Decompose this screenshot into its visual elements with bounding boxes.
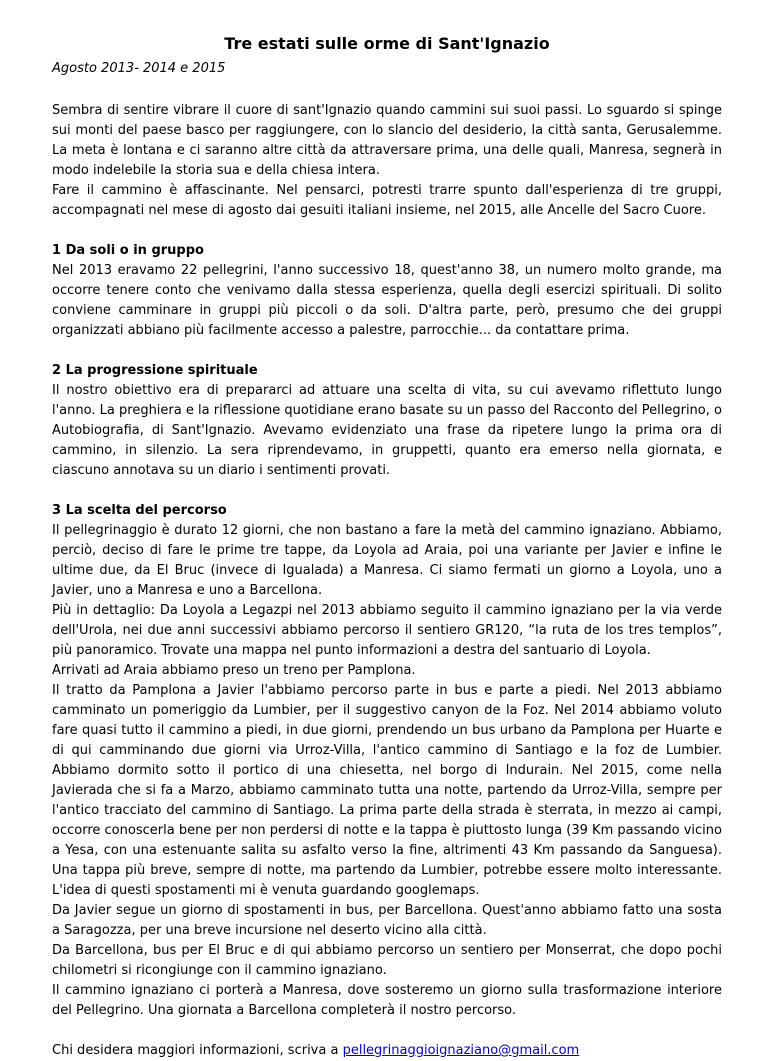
- section-text: Il pellegrinaggio è durato 12 giorni, che non bastano a fare la metà del cammino ignaziano. Abbiamo, perciò, deciso di fare le prime tre tappe, da Loyola ad Araia, poi una variante per Javier e infine le ultime due, da El Bruc (invece di Igualada) a Manresa. Ci siamo fermati un giorno a Loyola, uno a Javier, uno a Manresa e uno a Barcellona. Più in dettaglio: Da Loyola a Legazpi nel 2013 abbiamo seguito il cammino ignaziano per la via verde dell'Urola, nei due anni successivi abbiamo percorso il sentiero GR120, “la ruta de los tres templos”, più panoramico. Trovate una mappa nel punto informazioni a destra del santuario di Loyola. Arrivati ad Araia abbiamo preso un treno per Pamplona. Il tratto da Pamplona a Javier l'abbiamo percorso parte in bus e parte a piedi. Nel 2013 abbiamo camminato un pomeriggio da Lumbier, per il suggestivo canyon de la Foz. Nel 2014 abbiamo voluto fare quasi tutto il cammino a piedi, in due giorni, prendendo un bus urbano da Pamplona per Huarte e di qui camminando due giorni via Urroz-Villa, l'antico cammino di Santiago e la foz de Lumbier. Abbiamo dormito sotto il portico di una chiesetta, nel borgo di Indurain. Nel 2015, come nella Javierada che si fa a Marzo, abbiamo camminato tutta una notte, partendo da Urroz-Villa, sempre per l'antico tracciato del cammino di Santiago. La prima parte della strada è sterrata, in mezzo ai campi, occorre conoscerla bene per non perdersi di notte e la tappa è piuttosto lunga (39 Km passando vicino a Yesa, con una estenuante salita su asfalto verso la fine, altrimenti 43 Km passando da Sanguesa). Una tappa più breve, sempre di notte, ma partendo da Lumbier, potrebbe essere molto interessante. L'idea di questi spostamenti mi è venuta guardando googlemaps. Da Javier segue un giorno di spostamenti in bus, per Barcellona. Quest'anno abbiamo fatto una sosta a Saragozza, per una breve incursione nel deserto vicino alla città. Da Barcellona, bus per El Bruc e di qui abbiamo percorso un sentiero per Monserrat, che dopo pochi chilometri si ricongiunge con il cammino ignaziano. Il cammino ignaziano ci porterà a Manresa, dove sosteremo un giorno sulla trasformazione interiore del Pellegrino. Una giornata a Barcellona completerà il nostro percorso.: [52, 523, 722, 1018]
- section-1: [52, 241, 722, 341]
- section-heading: 2 La progressione spirituale: [52, 363, 258, 378]
- intro-section: [52, 101, 722, 221]
- contact-line: [52, 1041, 722, 1061]
- email-link[interactable]: pellegrinaggioignaziano@gmail.com: [342, 1043, 580, 1058]
- document-page: [52, 33, 722, 1061]
- document-dates: Agosto 2013- 2014 e 2015: [52, 61, 226, 76]
- section-3: [52, 501, 722, 1021]
- contact-text: Chi desidera maggiori informazioni, scriva a: [52, 1043, 343, 1058]
- intro-paragraph: Sembra di sentire vibrare il cuore di sant'Ignazio quando cammini sui suoi passi. Lo sguardo si spinge sui monti del paese basco per raggiungere, con lo slancio del desiderio, la città santa, Gerusalemme. La meta è lontana e ci saranno altre città da attraversare prima, una delle quali, Manresa, segnerà in modo indelebile la storia sua e della chiesa intera. Fare il cammino è affascinante. Nel pensarci, potresti trarre spunto dall'esperienza di tre gruppi, accompagnati nel mese di agosto dai gesuiti italiani insieme, nel 2015, alle Ancelle del Sacro Cuore.: [52, 103, 722, 218]
- section-2: [52, 361, 722, 481]
- section-heading: 1 Da soli o in gruppo: [52, 243, 204, 258]
- section-heading: 3 La scelta del percorso: [52, 503, 227, 518]
- section-text: Il nostro obiettivo era di prepararci ad attuare una scelta di vita, su cui avevamo riflettuto lungo l'anno. La preghiera e la riflessione quotidiane erano basate su un passo del Racconto del Pellegrino, o Autobiografia, di Sant'Ignazio. Avevamo evidenziato una frase da ripetere lungo la prima ora di cammino, in silenzio. La sera riprendevamo, in gruppetti, quanto era emerso nella giornata, e ciascuno annotava su un diario i sentimenti provati.: [52, 383, 722, 478]
- document-title: Tre estati sulle orme di Sant'Ignazio: [224, 34, 550, 53]
- section-text: Nel 2013 eravamo 22 pellegrini, l'anno successivo 18, quest'anno 38, un numero molto grande, ma occorre tenere conto che venivamo dalla stessa esperienza, quella degli esercizi spirituali. Di solito conviene camminare in gruppi più piccoli o da soli. D'altra parte, però, presumo che dei gruppi organizzati abbiano più facilmente accesso a palestre, parrocchie... da contattare prima.: [52, 263, 722, 338]
